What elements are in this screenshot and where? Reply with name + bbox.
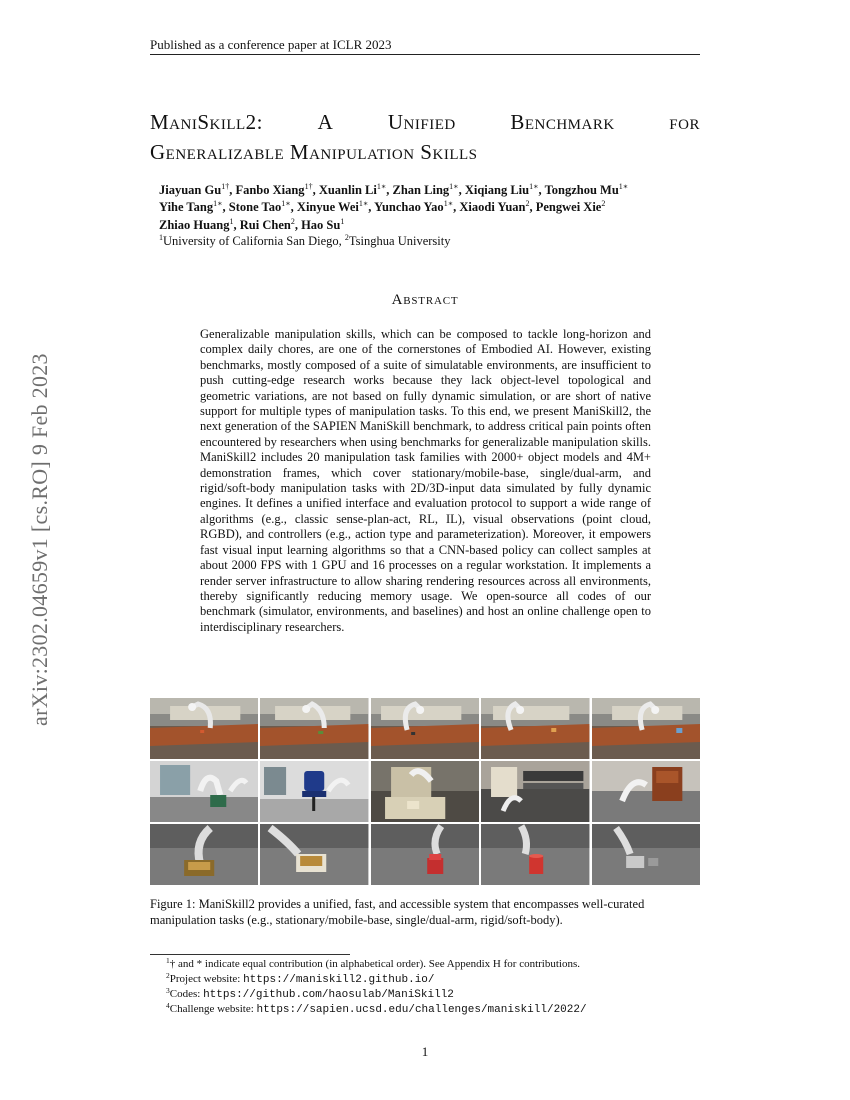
- title-word: ManiSkill2:: [150, 110, 263, 134]
- author-name: Tongzhou Mu: [544, 183, 619, 197]
- title-word: Benchmark: [510, 110, 615, 134]
- affiliation-name: University of California San Diego: [163, 234, 339, 248]
- author-mark: 1: [229, 217, 234, 226]
- author-name: Yihe Tang: [159, 200, 214, 214]
- author-mark: 1∗: [449, 182, 459, 191]
- author-mark: 1†: [304, 182, 313, 191]
- author-mark: 1∗: [358, 199, 369, 208]
- author-mark: 1∗: [376, 182, 387, 191]
- author-name: Xiqiang Liu: [464, 183, 530, 197]
- author-mark: 2: [290, 217, 295, 226]
- author-list-line-3: Zhiao Huang$^1$, Rui Chen$^2$, Hao Su$^1$: [159, 217, 345, 232]
- affiliation-mark: 1: [159, 233, 163, 242]
- author-name: Fanbo Xiang: [235, 183, 305, 197]
- arxiv-identifier: arXiv:2302.04659v1 [cs.RO] 9 Feb 2023: [27, 353, 52, 727]
- figure-1-image-grid: [150, 698, 700, 885]
- figure-frame-pour-cup: [481, 824, 589, 885]
- author-name: Pengwei Xie: [535, 200, 602, 214]
- paper-title-line-2: Generalizable Manipulation Skills: [150, 140, 478, 164]
- author-list-line-1: Jiayuan $Gu^{1\dagger}$, Fanbo Xiang$^{1\dagger}$, Xuanlin $Li^{1∗}$, Zhan Ling$^{1∗}$, Xiqiang Liu$^{1∗}$, Tongzhou $Mu^{1∗}$: [159, 182, 629, 197]
- code-repository-link[interactable]: https://github.com/haosulab/ManiSkill2: [203, 989, 454, 1001]
- footnote-text: Challenge website:: [169, 1003, 257, 1015]
- abstract-heading: Abstract: [391, 292, 459, 308]
- footnote-4: [166, 1003, 587, 1016]
- challenge-website-link[interactable]: https://sapien.ucsd.edu/challenges/maniskill/2022/: [256, 1004, 587, 1016]
- footnote-3: [166, 988, 454, 1001]
- title-word: A: [317, 110, 334, 134]
- header-rule: [150, 54, 700, 55]
- footnote-rule: [150, 954, 350, 955]
- footnote-2: [166, 973, 435, 986]
- affiliations: $^1$University of California San Diego, $^2$Tsinghua University: [159, 233, 451, 248]
- author-mark: 1∗: [213, 199, 223, 208]
- title-word: Unified: [387, 110, 456, 134]
- footnote-text: Project website:: [169, 973, 244, 985]
- footnote-text: Codes:: [169, 988, 204, 1000]
- author-name: Zhiao Huang: [159, 218, 230, 232]
- paper-title-line-1: [150, 110, 700, 135]
- footnote-mark: 4: [166, 1001, 170, 1010]
- figure-frame-peg-assembly: [371, 761, 479, 822]
- figure-frame-drawer-stack: [481, 761, 589, 822]
- author-mark: 1∗: [618, 182, 629, 191]
- author-name: Xinyue Wei: [296, 200, 359, 214]
- author-name: Yunchao Yao: [374, 200, 444, 214]
- author-name: Zhan Ling: [392, 183, 450, 197]
- author-mark: 1†: [221, 182, 230, 191]
- footnote-mark: 2: [166, 971, 170, 980]
- footnote-text: † and * indicate equal contribution (in alphabetical order). See Appendix H for contributions.: [169, 958, 580, 970]
- author-mark: 1: [340, 217, 345, 226]
- figure-frame-soft-body-pour: [150, 824, 258, 885]
- figure-frame-plug-charger: [592, 824, 700, 885]
- running-header: Published as a conference paper at ICLR 2023: [150, 37, 392, 52]
- figure-frame-excavate: [371, 824, 479, 885]
- figure-frame-kitchen-table-4: [481, 698, 589, 759]
- figure-frame-kitchen-table-2: [260, 698, 368, 759]
- figure-frame-cabinet-door: [592, 761, 700, 822]
- author-name: Jiayuan Gu: [159, 183, 222, 197]
- author-name: Rui Chen: [239, 218, 291, 232]
- author-mark: 1∗: [529, 182, 539, 191]
- page-number: 1: [421, 1044, 429, 1059]
- figure-frame-mobile-chair: [260, 761, 368, 822]
- author-name: Xuanlin Li: [318, 183, 377, 197]
- footnote-mark: 3: [166, 986, 170, 995]
- author-list-line-2: Yihe Tang$^{1∗}$, Stone Tao$^{1∗}$, Xinyue Wei$^{1∗}$, Yunchao Yao$^{1∗}$, Xiaodi Yuan$^2$, Pengwei Xie$^2$: [159, 199, 606, 214]
- project-website-link[interactable]: https://maniskill2.github.io/: [243, 974, 435, 986]
- author-name: Xiaodi Yuan: [459, 200, 526, 214]
- footnote-1: [166, 958, 580, 970]
- title-word: for: [669, 110, 700, 134]
- author-mark: 2: [525, 199, 530, 208]
- author-mark: 2: [601, 199, 606, 208]
- author-name: Stone Tao: [228, 200, 282, 214]
- affiliation-mark: 2: [344, 233, 349, 242]
- figure-frame-dual-arm-bucket: [150, 761, 258, 822]
- figure-1-caption: Figure 1: ManiSkill2 provides a unified, fast, and accessible system that encompasses well-curated manipulation tasks (e.g., stationary/mobile-base, single/dual-arm, rigid/soft-body).: [150, 897, 645, 927]
- author-name: Hao Su: [301, 218, 341, 232]
- author-mark: 1∗: [281, 199, 291, 208]
- abstract-body: Generalizable manipulation skills, which can be composed to tackle long-horizon and complex daily chores, are one of the cornerstones of Embodied AI. However, existing benchmarks, mostly composed of a suite of simulatable environments, are insufficient to push cutting-edge research works because they lack object-level topological and geometric variations, are not based on fully dynamic simulation, or are short of native support for multiple types of manipulation tasks. To this end, we present ManiSkill2, the next generation of the SAPIEN ManiSkill benchmark, to address critical pain points often encountered by researchers when using benchmarks for generalizable manipulation skills. ManiSkill2 includes 20 manipulation task families with 2000+ object models and 4M+ demonstration frames, which cover stationary/mobile-base, single/dual-arm, and rigid/soft-body manipulation tasks with 2D/3D-input data simulated by fully dynamic engines. It defines a unified interface and evaluation protocol to support a wide range of algorithms (e.g., classic sense-plan-act, RL, IL), visual observations (point cloud, RGBD), and controllers (e.g., action type and parameterization). Moreover, it empowers fast visual input learning algorithms so that a CNN-based policy can collect samples at about 2000 FPS with 1 GPU and 16 processes on a regular workstation. It implements a render server infrastructure to allow sharing rendering resources across all environments, thereby significantly reducing memory usage. We open-source all codes of our benchmark (simulator, environments, and baselines) and host an online challenge open to interdisciplinary researchers.: [200, 327, 651, 634]
- footnote-mark: 1: [166, 956, 170, 965]
- figure-frame-kitchen-table-1: [150, 698, 258, 759]
- figure-frame-soft-body-fill: [260, 824, 368, 885]
- figure-frame-kitchen-table-5: [592, 698, 700, 759]
- author-mark: 1∗: [443, 199, 454, 208]
- affiliation-name: Tsinghua University: [348, 234, 451, 248]
- figure-frame-kitchen-table-3: [371, 698, 479, 759]
